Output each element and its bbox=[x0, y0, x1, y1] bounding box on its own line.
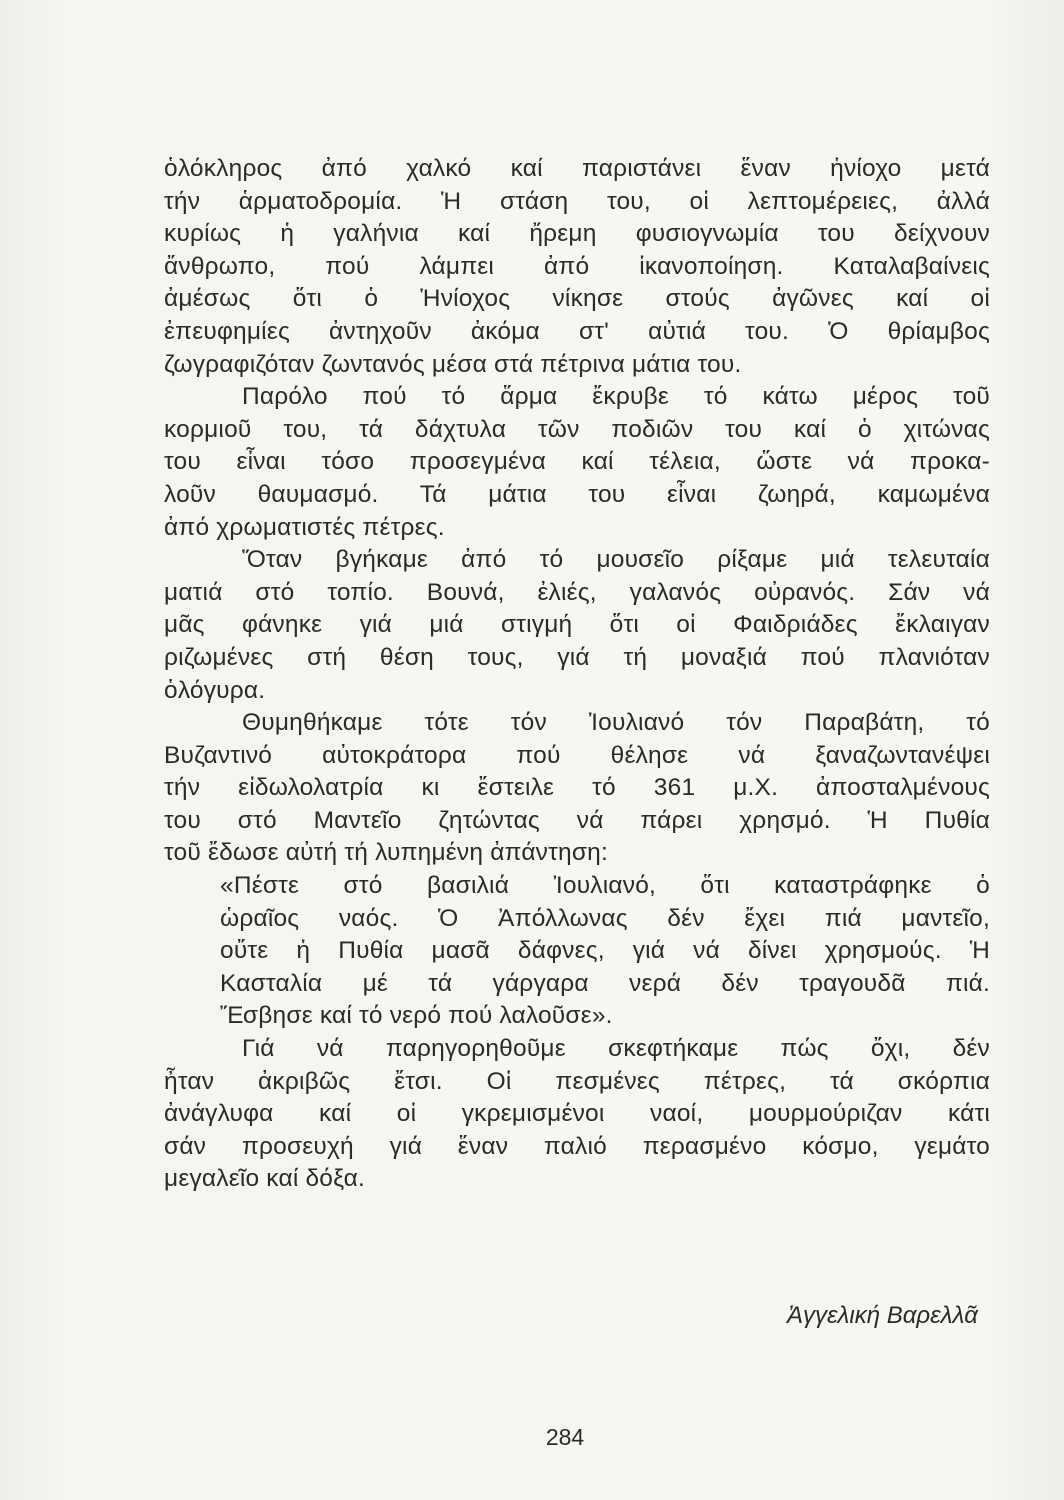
body-text bbox=[164, 153, 990, 1196]
text-line: ὡραῖος ναός. Ὁ Ἀπόλλωνας δέν ἔχει πιά μαντεῖο, bbox=[220, 904, 990, 932]
text-line: ἄνθρωπο, πού λάμπει ἀπό ἱκανοποίηση. Καταλαβαίνεις bbox=[164, 252, 990, 280]
text-line: του εἶναι τόσο προσεγμένα καί τέλεια, ὥστε νά προκα- bbox=[164, 448, 990, 476]
text-line: ἀπό χρωματιστές πέτρες. bbox=[164, 513, 445, 541]
text-line: μᾶς φάνηκε γιά μιά στιγμή ὅτι οἱ Φαιδριάδες ἔκλαιγαν bbox=[164, 611, 990, 639]
text-line: Ὅταν βγήκαμε ἀπό τό μουσεῖο ρίξαμε μιά τελευταία bbox=[242, 546, 990, 574]
text-line: ἐπευφημίες ἀντηχοῦν ἀκόμα στ' αὐτιά του. Ὁ θρίαμβος bbox=[164, 317, 990, 345]
text-line: κορμιοῦ του, τά δάχτυλα τῶν ποδιῶν του καί ὁ χιτώνας bbox=[164, 415, 990, 443]
page-number: 284 bbox=[545, 1424, 585, 1450]
text-line: κυρίως ἡ γαλήνια καί ἤρεμη φυσιογνωμία του δείχνουν bbox=[164, 220, 990, 248]
author-signature: Ἀγγελική Βαρελλᾶ bbox=[787, 1302, 978, 1329]
text-line: ἀμέσως ὅτι ὁ Ἡνίοχος νίκησε στούς ἀγῶνες καί οἱ bbox=[164, 285, 990, 313]
text-line: τοῦ ἔδωσε αὐτή τή λυπημένη ἀπάντηση: bbox=[164, 839, 608, 867]
text-line: ὁλόκληρος ἀπό χαλκό καί παριστάνει ἕναν ἡνίοχο μετά bbox=[164, 155, 990, 182]
text-line: Ἔσβησε καί τό νερό πού λαλοῦσε». bbox=[220, 1002, 613, 1030]
text-line: ἦταν ἀκριβῶς ἔτσι. Οἱ πεσμένες πέτρες, τά σκόρπια bbox=[164, 1067, 990, 1095]
text-line: Κασταλία μέ τά γάργαρα νερά δέν τραγουδᾶ πιά. bbox=[220, 969, 990, 997]
text-line: Θυμηθήκαμε τότε τόν Ἰουλιανό τόν Παραβάτη, τό bbox=[242, 709, 990, 737]
text-line: οὔτε ἡ Πυθία μασᾶ δάφνες, γιά νά δίνει χρησμούς. Ἡ bbox=[220, 937, 990, 965]
text-line: ὁλόγυρα. bbox=[164, 676, 266, 704]
text-line: μεγαλεῖο καί δόξα. bbox=[164, 1165, 366, 1193]
text-line: τήν εἰδωλολατρία κι ἔστειλε τό 361 μ.Χ. ἀποσταλμένους bbox=[164, 774, 990, 802]
text-line: Βυζαντινό αὐτοκράτορα πού θέλησε νά ξαναζωντανέψει bbox=[164, 741, 990, 769]
text-line: λοῦν θαυμασμό. Τά μάτια του εἶναι ζωηρά, καμωμένα bbox=[164, 480, 990, 508]
text-line: Γιά νά παρηγορηθοῦμε σκεφτήκαμε πώς ὄχι, δέν bbox=[242, 1035, 990, 1063]
text-line: του στό Μαντεῖο ζητώντας νά πάρει χρησμό. Ἡ Πυθία bbox=[164, 806, 990, 834]
text-line: ριζωμένες στή θέση τους, γιά τή μοναξιά πού πλανιόταν bbox=[164, 643, 990, 671]
text-line: Παρόλο πού τό ἅρμα ἔκρυβε τό κάτω μέρος τοῦ bbox=[242, 383, 990, 411]
text-line: ζωγραφιζόταν ζωντανός μέσα στά πέτρινα μάτια του. bbox=[164, 350, 742, 378]
text-line: τήν ἁρματοδρομία. Ἡ στάση του, οἱ λεπτομέρειες, ἀλλά bbox=[164, 187, 990, 215]
text-line: ἀνάγλυφα καί οἱ γκρεμισμένοι ναοί, μουρμούριζαν κάτι bbox=[164, 1100, 990, 1128]
text-line: «Πέστε στό βασιλιά Ἰουλιανό, ὅτι καταστράφηκε ὁ bbox=[220, 872, 990, 900]
text-line: σάν προσευχή γιά ἕναν παλιό περασμένο κόσμο, γεμάτο bbox=[164, 1132, 990, 1160]
text-line: ματιά στό τοπίο. Βουνά, ἐλιές, γαλανός οὐρανός. Σάν νά bbox=[164, 578, 990, 606]
